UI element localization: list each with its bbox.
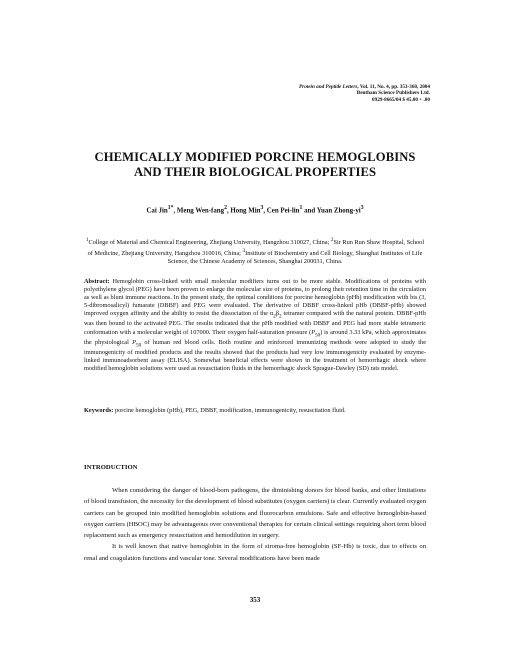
keywords-text: porcine hemoglobin (pHb), PEG, DBBF, modification, immunogenicity, resuscitation fluid. — [113, 407, 346, 414]
author-list — [40, 205, 470, 214]
author-separator: , — [173, 207, 177, 215]
author-affiliation-mark: 2 — [224, 205, 227, 211]
paragraph: It is well known that native hemoglobin in the form of stroma-free hemoglobin (SF-Hb) is toxic, due to effects on renal and coagulation functions and vascular tone. Several modifications have been made — [84, 543, 426, 562]
affiliation-text: Institute of Biochemistry and Cell Biology, Shanghai Institutes of Life Science, the Chinese Academy of Sciences, Shanghai 200031, China. — [167, 250, 423, 266]
title-line-2: AND THEIR BIOLOGICAL PROPERTIES — [133, 165, 377, 179]
journal-header — [130, 84, 430, 103]
author-separator: , — [263, 207, 267, 215]
author-affiliation-mark: 1* — [167, 205, 174, 211]
keywords-label: Keywords: — [84, 407, 114, 414]
publisher-name: Bentham Science Publishers Ltd. — [356, 90, 430, 97]
author-affiliation-mark: 1 — [299, 205, 303, 211]
abstract-label: Abstract: — [84, 278, 110, 285]
affiliations — [84, 236, 426, 266]
affiliation-text: Sir Run Run Shaw Hospital, School of Medicine, Zhejiang University, Hangzhou 310016, China; — [87, 239, 425, 258]
subscript: 50 — [315, 331, 321, 338]
subscript: 2 — [279, 313, 282, 320]
title-line-1: CHEMICALLY MODIFIED PORCINE HEMOGLOBINS — [94, 150, 416, 164]
abstract-text: of human red blood cells. Both routine and reinforced immunizing methods were adopted to study the immunogenicity of modified products and the results showed that the products had very low immunogenicity evaluated by enzyme-linked immunoadsorbent assay (ELISA). Somewhat beneficial effects were shown in the treatment of hemorrhagic shock where modified hemoglobin solutions were used as resuscitation fluids in the hemorrhagic shock Sprague-Dawley (SD) rats model. — [84, 338, 426, 373]
paragraph: When considering the danger of blood-born pathogens, the diminishing donors for blood banks, and other limitations of blood transfusion, the necessity for the development of blood substitutes (oxygen carriers) is clear. Currently evaluated oxygen carriers can be grouped into modified hemoglobin solutions and fluorocarbon emulsions. Safe and effective hemoglobin-based oxygen carriers (HBOC) may be advantageous over conventional therapies for certain clinical settings requiring short term blood replacement such as emergency resuscitation and hemodilution in surgery. — [84, 487, 426, 540]
journal-volume: , Vol. 11, No. 4, pp. 353-360, 2004 — [357, 84, 430, 90]
affiliation-mark: 3 — [242, 248, 246, 255]
author-name: Cai Jin — [146, 207, 168, 215]
abstract — [84, 278, 426, 373]
abstract-text: Hemoglobin cross-linked with small molecular modifiers turns out to be more stable. Modifications of proteins with polyethylene glycol (PEG) have been proven to enlarge the molecular size of proteins, to prolong their retention time in the circulation as well as blunt immune reactions. In the present study, the optimal conditions for porcine hemoglobin (pHb) modification with bis (3, 5-dibromosalicyl) fumarate (DBBF) and PEG were evaluated. The derivative of DBBF cross-linked pHb (DBBF-pHb) showed improved oxygen affinity and the ability to resist the dissociation of the α — [84, 278, 426, 318]
affiliation-mark: 1 — [85, 237, 89, 243]
abstract-text: tetramer compared with the natural protein. DBBF-pHb was then bound to the activated PEG. The results indicated that the pHb modified with DBBF and PEG had more stable tetrameric conformation with a molecular weight of 107000. Their oxygen half-saturation pressure ( — [84, 310, 426, 336]
author-name: Cen Pei-lin — [266, 207, 300, 215]
p50-symbol: P — [132, 338, 136, 346]
affiliation-mark: 2 — [330, 237, 334, 243]
introduction-body — [84, 485, 426, 564]
section-heading-introduction: INTRODUCTION — [84, 464, 138, 471]
author-name: Yuan Zhong-yi — [316, 207, 361, 215]
abstract-text: ) is around 3.33 kPa, which approximates the physiological — [84, 328, 427, 346]
author-affiliation-mark: 3 — [360, 205, 364, 211]
author-separator: and — [302, 207, 317, 215]
subscript: 2 — [273, 313, 276, 320]
keywords — [84, 407, 426, 415]
author-name: Hong Min — [230, 207, 261, 215]
affiliation-text: College of Material and Chemical Engineering, Zhejiang University, Hangzhou 310027, China; — [88, 239, 331, 247]
page-number: 353 — [249, 596, 261, 604]
price-code: 0929-8665/04 $ 45.00 + .00 — [372, 96, 430, 103]
paper-title — [40, 150, 470, 180]
abstract-text: β — [275, 310, 279, 318]
p50-symbol: P — [311, 328, 316, 336]
author-name: Meng Wen-fang — [176, 207, 225, 215]
subscript: 50 — [135, 342, 142, 349]
author-affiliation-mark: 3 — [260, 205, 264, 211]
author-separator: , — [226, 207, 231, 215]
journal-name: Protein and Peptide Letters — [299, 84, 358, 90]
